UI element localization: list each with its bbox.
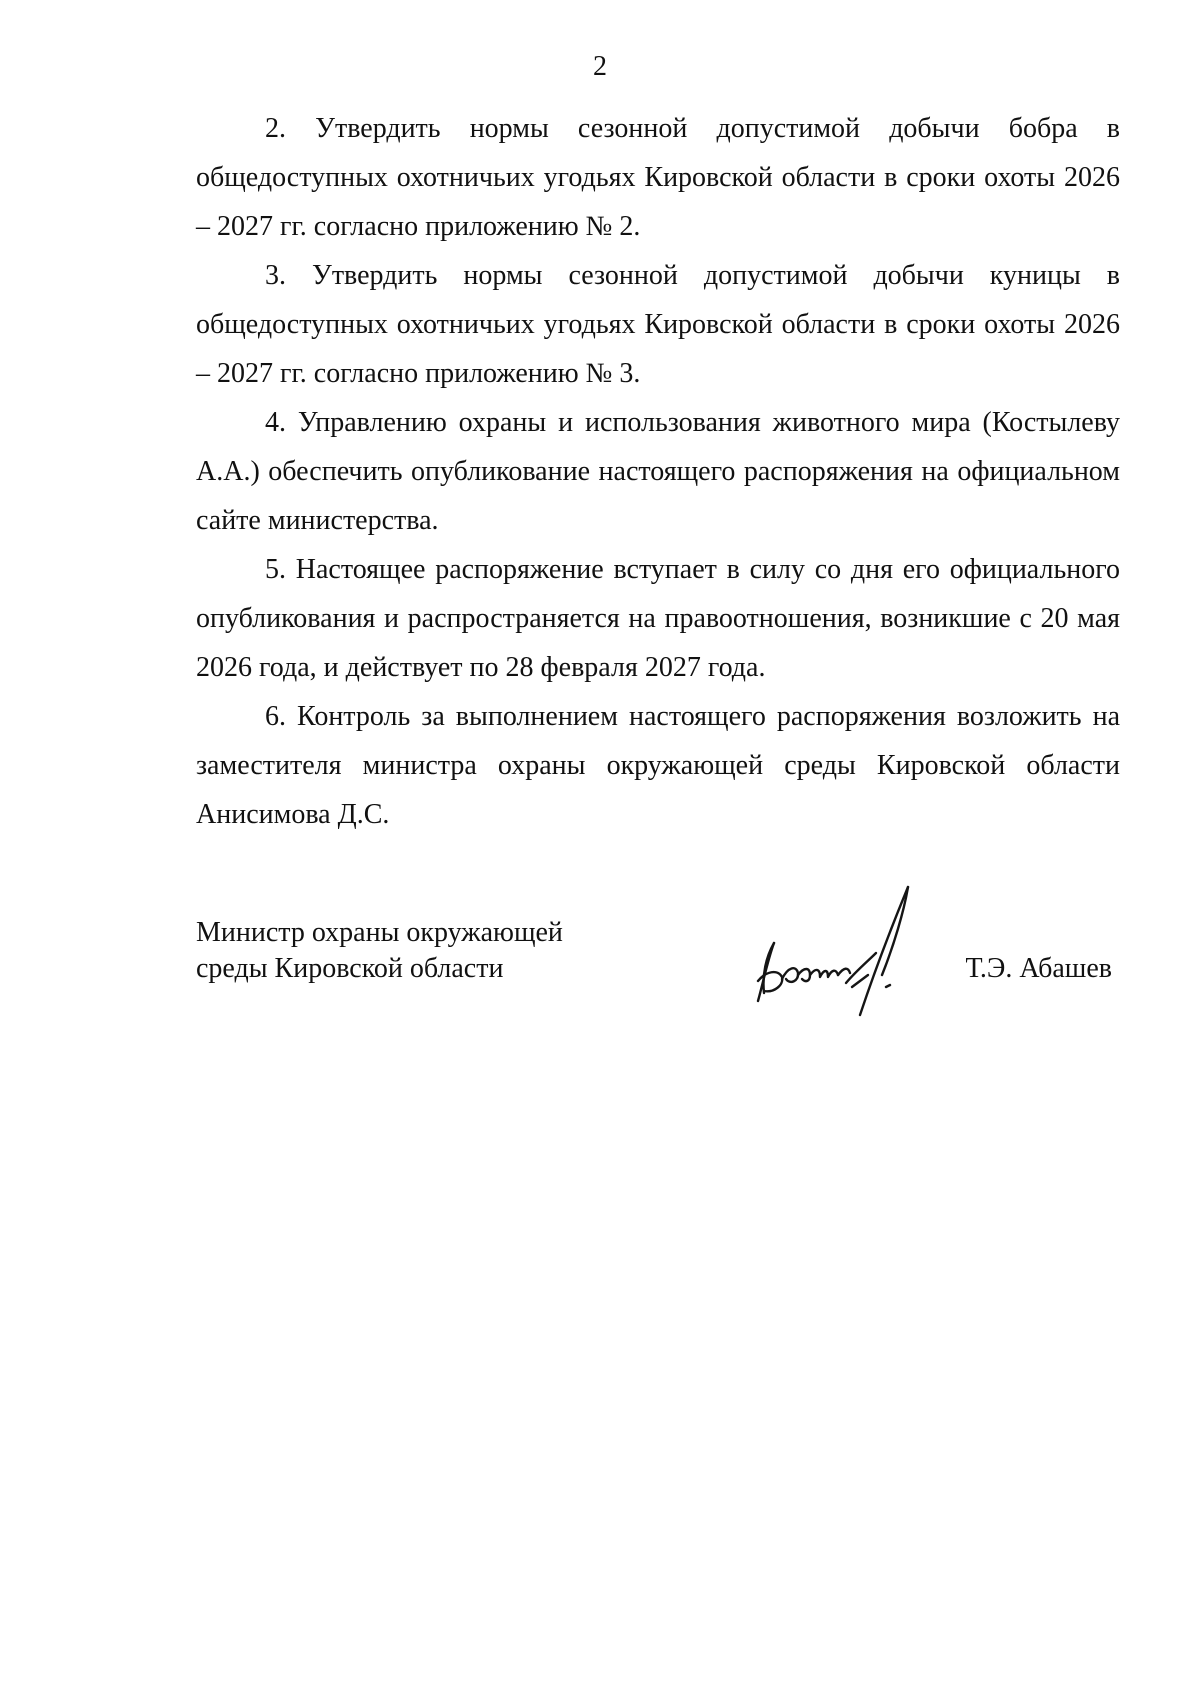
document-body xyxy=(196,104,1120,839)
page-number: 2 xyxy=(593,51,607,82)
signer-title-line-1: Министр охраны окружающей xyxy=(196,917,563,948)
paragraph-item-3: 3. Утвердить нормы сезонной допустимой добычи куницы в общедоступных охотничьих угодьях Кировской области в сроки охоты 2026 – 2027 гг. согласно приложению № 3. xyxy=(196,260,1120,389)
paragraph-item-5: 5. Настоящее распоряжение вступает в силу со дня его официального опубликования и распространяется на правоотношения, возникшие с 20 мая 2026 года, и действует по 28 февраля 2027 года. xyxy=(196,554,1120,683)
signer-title-line-2: среды Кировской области xyxy=(196,953,504,984)
signer-title xyxy=(196,915,616,987)
paragraph-item-2: 2. Утвердить нормы сезонной допустимой добычи бобра в общедоступных охотничьих угодьях Кировской области в сроки охоты 2026 – 2027 гг. согласно приложению № 2. xyxy=(196,113,1120,242)
handwritten-signature-icon xyxy=(744,875,944,1025)
paragraph-item-6: 6. Контроль за выполнением настоящего распоряжения возложить на заместителя министра охраны окружающей среды Кировской области Анисимова Д.С. xyxy=(196,701,1120,830)
signer-name: Т.Э. Абашев xyxy=(965,953,1112,984)
signature-block xyxy=(196,915,1120,1035)
paragraph-item-4: 4. Управлению охраны и использования животного мира (Костылеву А.А.) обеспечить опубликование настоящего распоряжения на официальном сайте министерства. xyxy=(196,407,1120,536)
